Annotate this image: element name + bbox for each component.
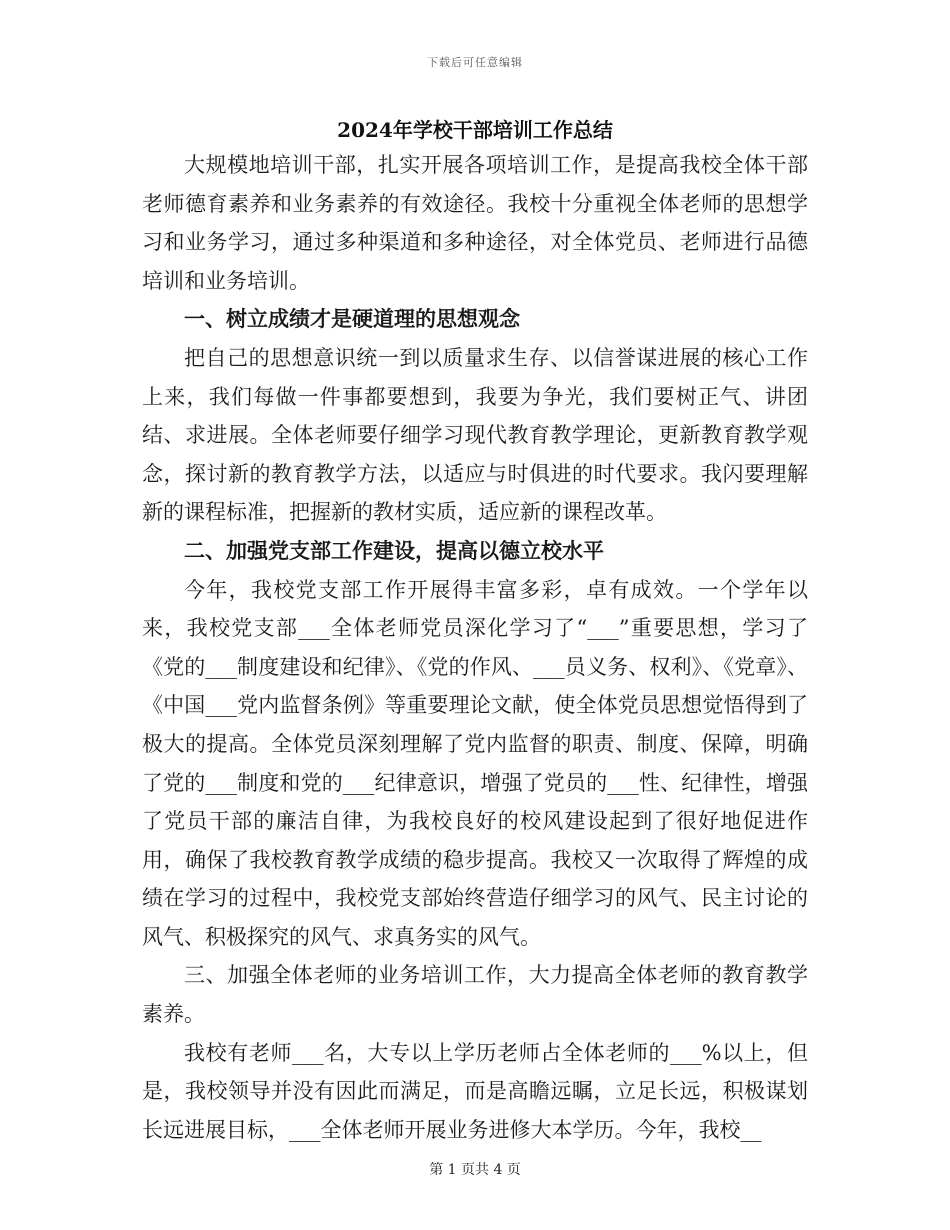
document-title: 2024年学校干部培训工作总结	[337, 118, 613, 142]
section-3-paragraph: 我校有老师___名，大专以上学历老师占全体老师的___%以上，但是，我校领导并没有因此而满足，而是高瞻远瞩，立足长远，积极谋划长远进展目标，___全体老师开展业务进修大本学历。今年，我校__	[142, 1040, 808, 1142]
document-body	[142, 146, 808, 1149]
page-footer: 第 1 页共 4 页	[429, 1162, 521, 1178]
section-2-paragraph: 今年，我校党支部工作开展得丰富多彩，卓有成效。一个学年以来，我校党支部___全体老师党员深化学习了“___”重要思想，学习了《党的___制度建设和纪律》、《党的作风、___员义务、权利》、《党章》、《中国___党内监督条例》等重要理论文献，使全体党员思想觉悟得到了极大的提高。全体党员深刻理解了党内监督的职责、制度、保障，明确了党的___制度和党的___纪律意识，增强了党员的___性、纪律性，增强了党员干部的廉洁自律，为我校良好的校风建设起到了很好地促进作用，确保了我校教育教学成绩的稳步提高。我校又一次取得了辉煌的成绩在学习的过程中，我校党支部始终营造仔细学习的风气、民主讨论的风气、积极探究的风气、求真务实的风气。	[142, 577, 808, 949]
section-1-paragraph: 把自己的思想意识统一到以质量求生存、以信誉谋进展的核心工作上来，我们每做一件事都要想到，我要为争光，我们要树正气、讲团结、求进展。全体老师要仔细学习现代教育教学理论，更新教育教学观念，探讨新的教育教学方法，以适应与时俱进的时代要求。我闪要理解新的课程标准，把握新的教材实质，适应新的课程改革。	[142, 345, 808, 525]
section-heading-1: 一、树立成绩才是硬道理的思想观念	[184, 306, 520, 332]
section-heading-2: 二、加强党支部工作建设，提高以德立校水平	[184, 537, 604, 563]
header-note: 下载后可任意编辑	[427, 56, 523, 69]
intro-paragraph: 大规模地培训干部，扎实开展各项培训工作，是提高我校全体干部老师德育素养和业务素养的有效途径。我校十分重视全体老师的思想学习和业务学习，通过多种渠道和多种途径，对全体党员、老师进行品德培训和业务培训。	[142, 153, 808, 293]
section-heading-3: 三、加强全体老师的业务培训工作，大力提高全体老师的教育教学素养。	[142, 963, 808, 1027]
